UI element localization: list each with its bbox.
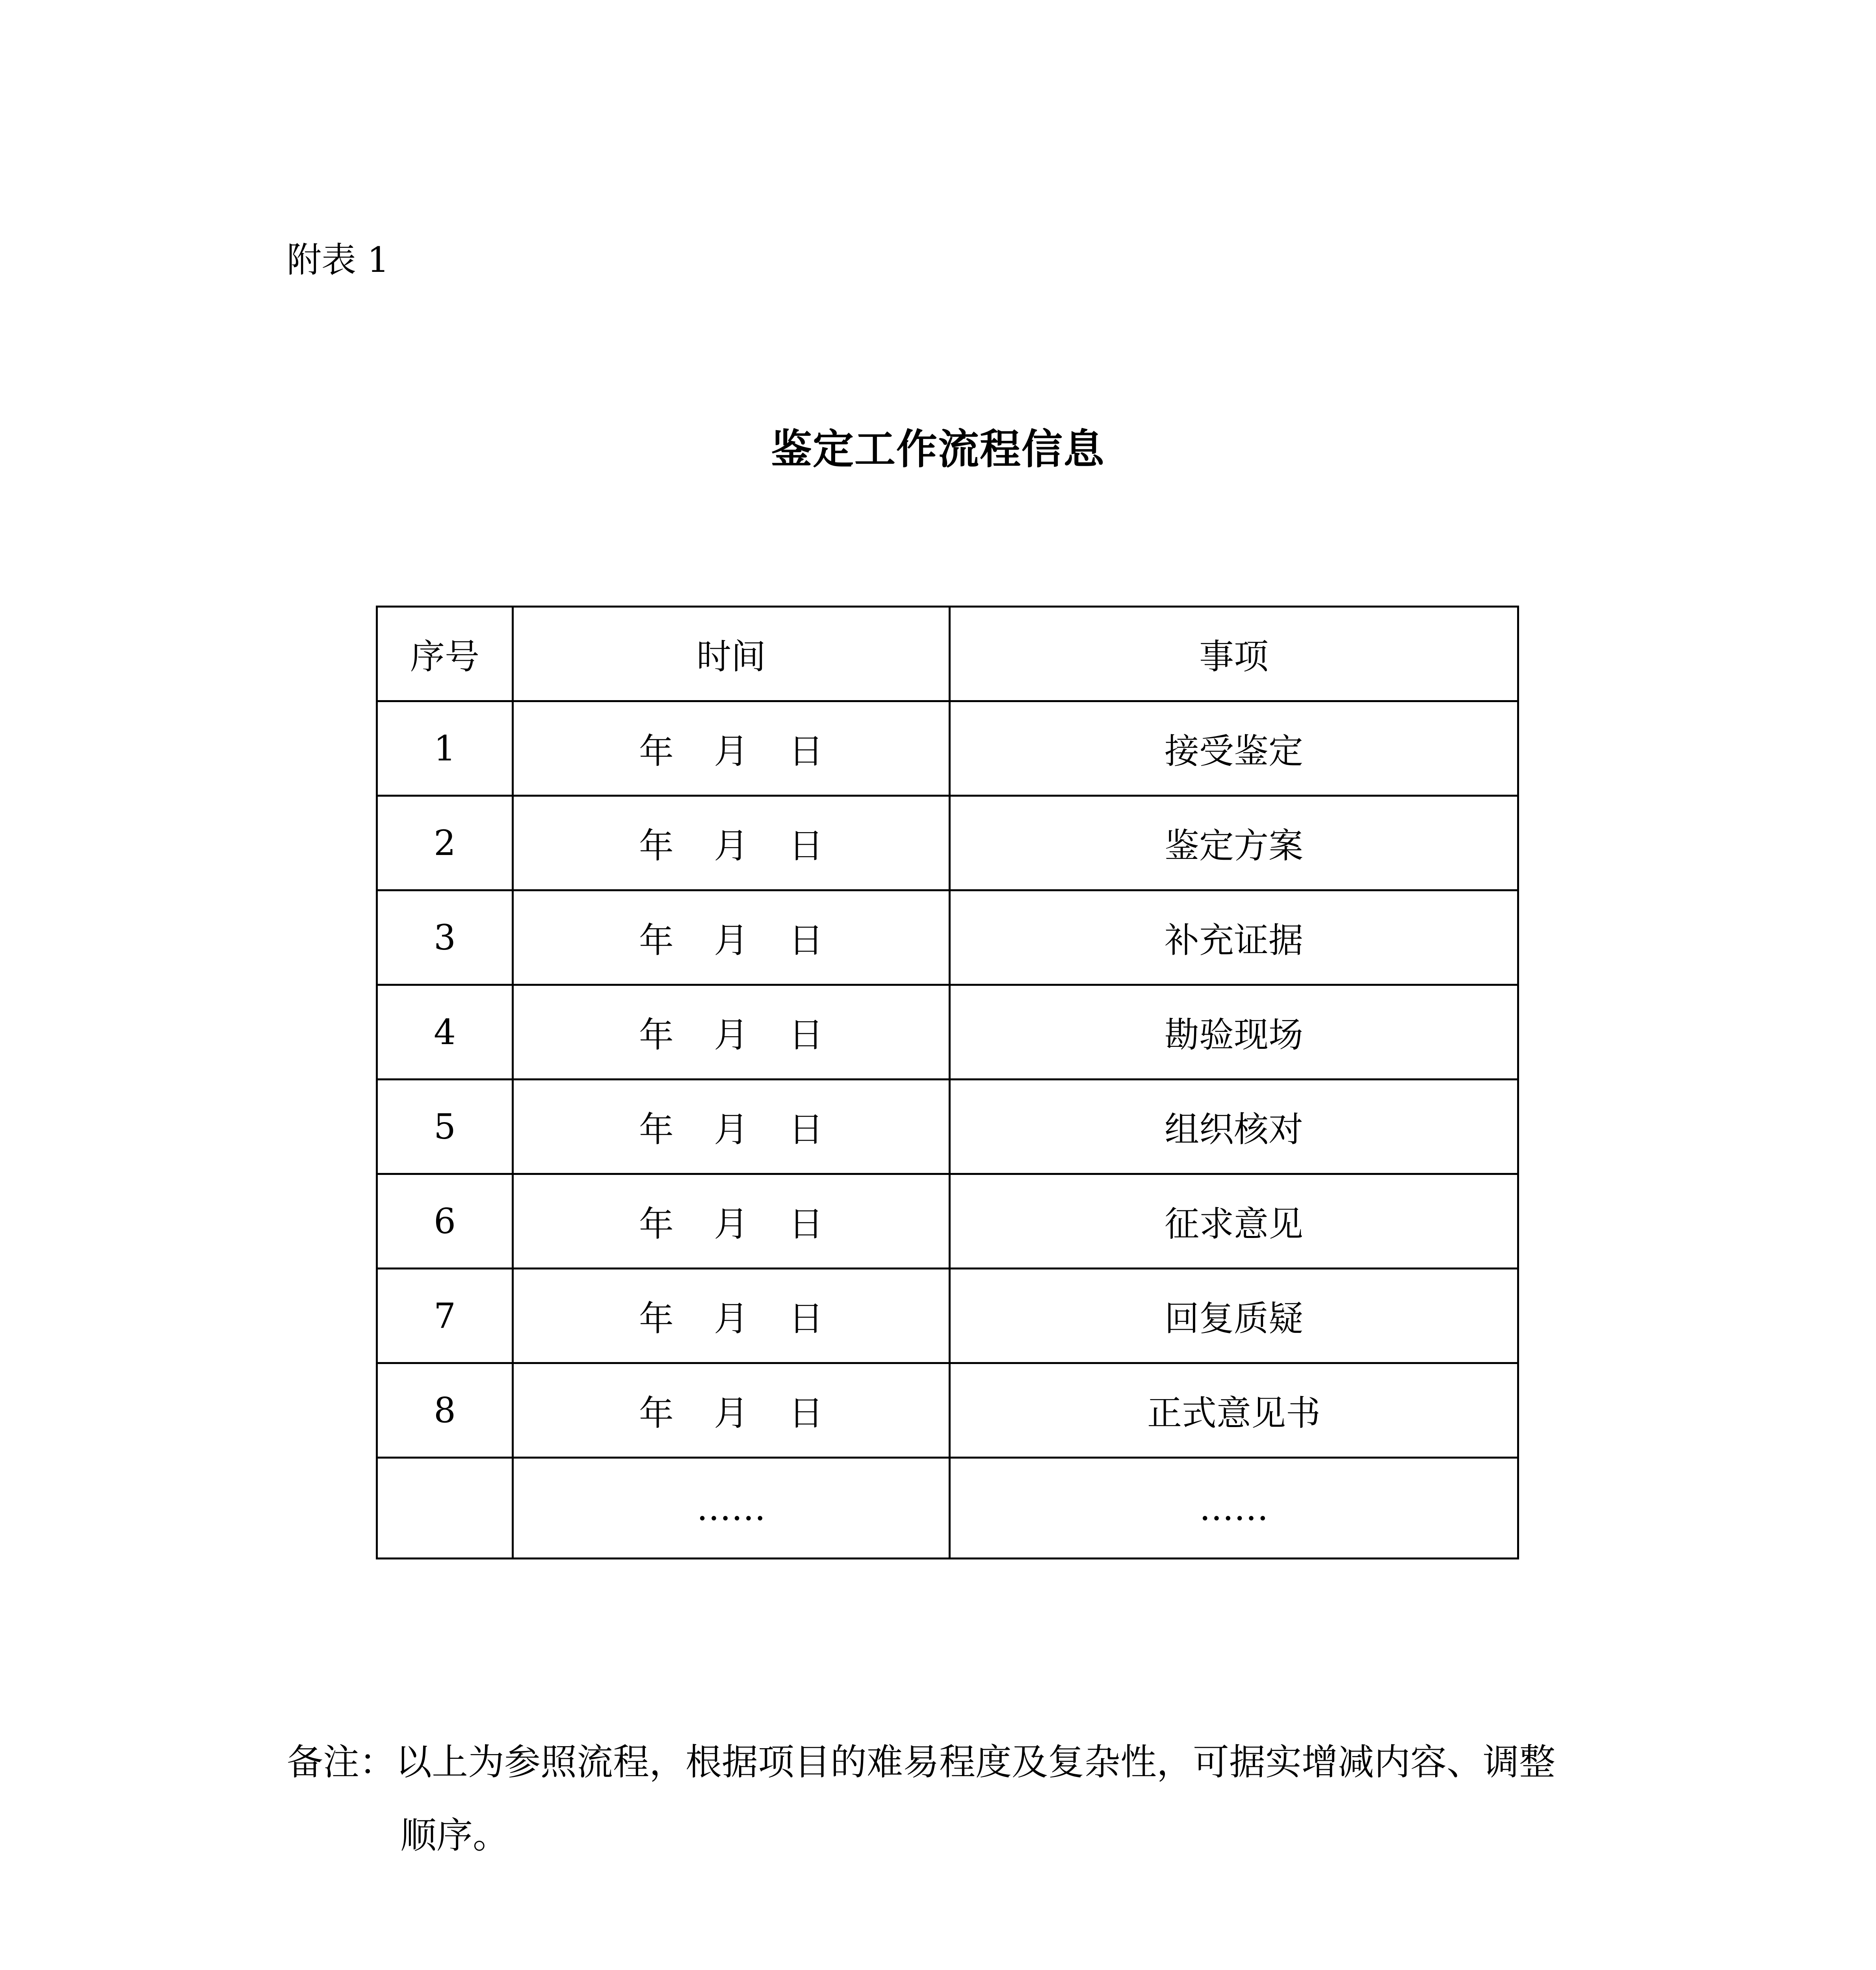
row-date-cell xyxy=(513,1269,950,1363)
row-seq-cell: 2 xyxy=(377,796,513,890)
row-seq-cell: 6 xyxy=(377,1174,513,1269)
date-month-label: 月 xyxy=(713,1109,749,1150)
row-seq-cell: 5 xyxy=(377,1080,513,1174)
row-item-cell: 回复质疑 xyxy=(950,1269,1518,1363)
table-row xyxy=(377,1080,1518,1174)
date-month-label: 月 xyxy=(713,1392,749,1433)
date-day-label: 日 xyxy=(788,1203,823,1244)
row-item-cell: 接受鉴定 xyxy=(950,701,1518,796)
table-row xyxy=(377,1174,1518,1269)
note-line-2: 顺序。 xyxy=(400,1814,509,1857)
table-row xyxy=(377,1363,1518,1458)
row-date-cell xyxy=(513,1363,950,1458)
date-year-label: 年 xyxy=(639,1203,674,1244)
date-day-label: 日 xyxy=(788,730,823,771)
table-header-row xyxy=(377,607,1518,701)
date-day-label: 日 xyxy=(788,1014,823,1055)
row-item-ellipsis-cell: …… xyxy=(950,1458,1518,1559)
date-year-label: 年 xyxy=(639,825,674,866)
date-year-label: 年 xyxy=(639,1109,674,1150)
date-day-label: 日 xyxy=(788,1392,823,1433)
date-day-label: 日 xyxy=(788,1109,823,1150)
row-seq-cell: 1 xyxy=(377,701,513,796)
table-row xyxy=(377,701,1518,796)
row-seq-cell: 3 xyxy=(377,890,513,985)
date-month-label: 月 xyxy=(713,1298,749,1339)
row-date-cell xyxy=(513,890,950,985)
date-year-label: 年 xyxy=(639,730,674,771)
date-day-label: 日 xyxy=(788,920,823,961)
row-seq-cell: 7 xyxy=(377,1269,513,1363)
row-item-cell: 勘验现场 xyxy=(950,985,1518,1080)
table-row xyxy=(377,796,1518,890)
row-date-cell xyxy=(513,701,950,796)
row-date-cell xyxy=(513,796,950,890)
row-item-cell: 征求意见 xyxy=(950,1174,1518,1269)
date-month-label: 月 xyxy=(713,1203,749,1244)
date-month-label: 月 xyxy=(713,920,749,961)
date-month-label: 月 xyxy=(713,825,749,866)
table-row xyxy=(377,890,1518,985)
date-month-label: 月 xyxy=(713,730,749,771)
header-item: 事项 xyxy=(950,607,1518,701)
row-item-cell: 补充证据 xyxy=(950,890,1518,985)
date-day-label: 日 xyxy=(788,1298,823,1339)
note-block xyxy=(287,1726,1626,1872)
row-item-cell: 正式意见书 xyxy=(950,1363,1518,1458)
date-year-label: 年 xyxy=(639,1298,674,1339)
row-seq-cell: 8 xyxy=(377,1363,513,1458)
row-time-ellipsis-cell: …… xyxy=(513,1458,950,1559)
attachment-label: 附表 1 xyxy=(287,240,389,280)
note-line-1: 备注：以上为参照流程，根据项目的难易程度及复杂性，可据实增减内容、调整 xyxy=(287,1741,1556,1783)
row-date-cell xyxy=(513,1080,950,1174)
row-item-cell: 鉴定方案 xyxy=(950,796,1518,890)
row-date-cell xyxy=(513,985,950,1080)
page-title: 鉴定工作流程信息 xyxy=(771,425,1105,473)
row-seq-cell xyxy=(377,1458,513,1559)
row-seq-cell: 4 xyxy=(377,985,513,1080)
table-row xyxy=(377,985,1518,1080)
date-year-label: 年 xyxy=(639,920,674,961)
date-year-label: 年 xyxy=(639,1392,674,1433)
header-time: 时间 xyxy=(513,607,950,701)
header-seq: 序号 xyxy=(377,607,513,701)
row-date-cell xyxy=(513,1174,950,1269)
row-item-cell: 组织核对 xyxy=(950,1080,1518,1174)
date-year-label: 年 xyxy=(639,1014,674,1055)
table-row-ellipsis xyxy=(377,1458,1518,1559)
table-row xyxy=(377,1269,1518,1363)
date-month-label: 月 xyxy=(713,1014,749,1055)
workflow-table xyxy=(376,606,1519,1559)
date-day-label: 日 xyxy=(788,825,823,866)
